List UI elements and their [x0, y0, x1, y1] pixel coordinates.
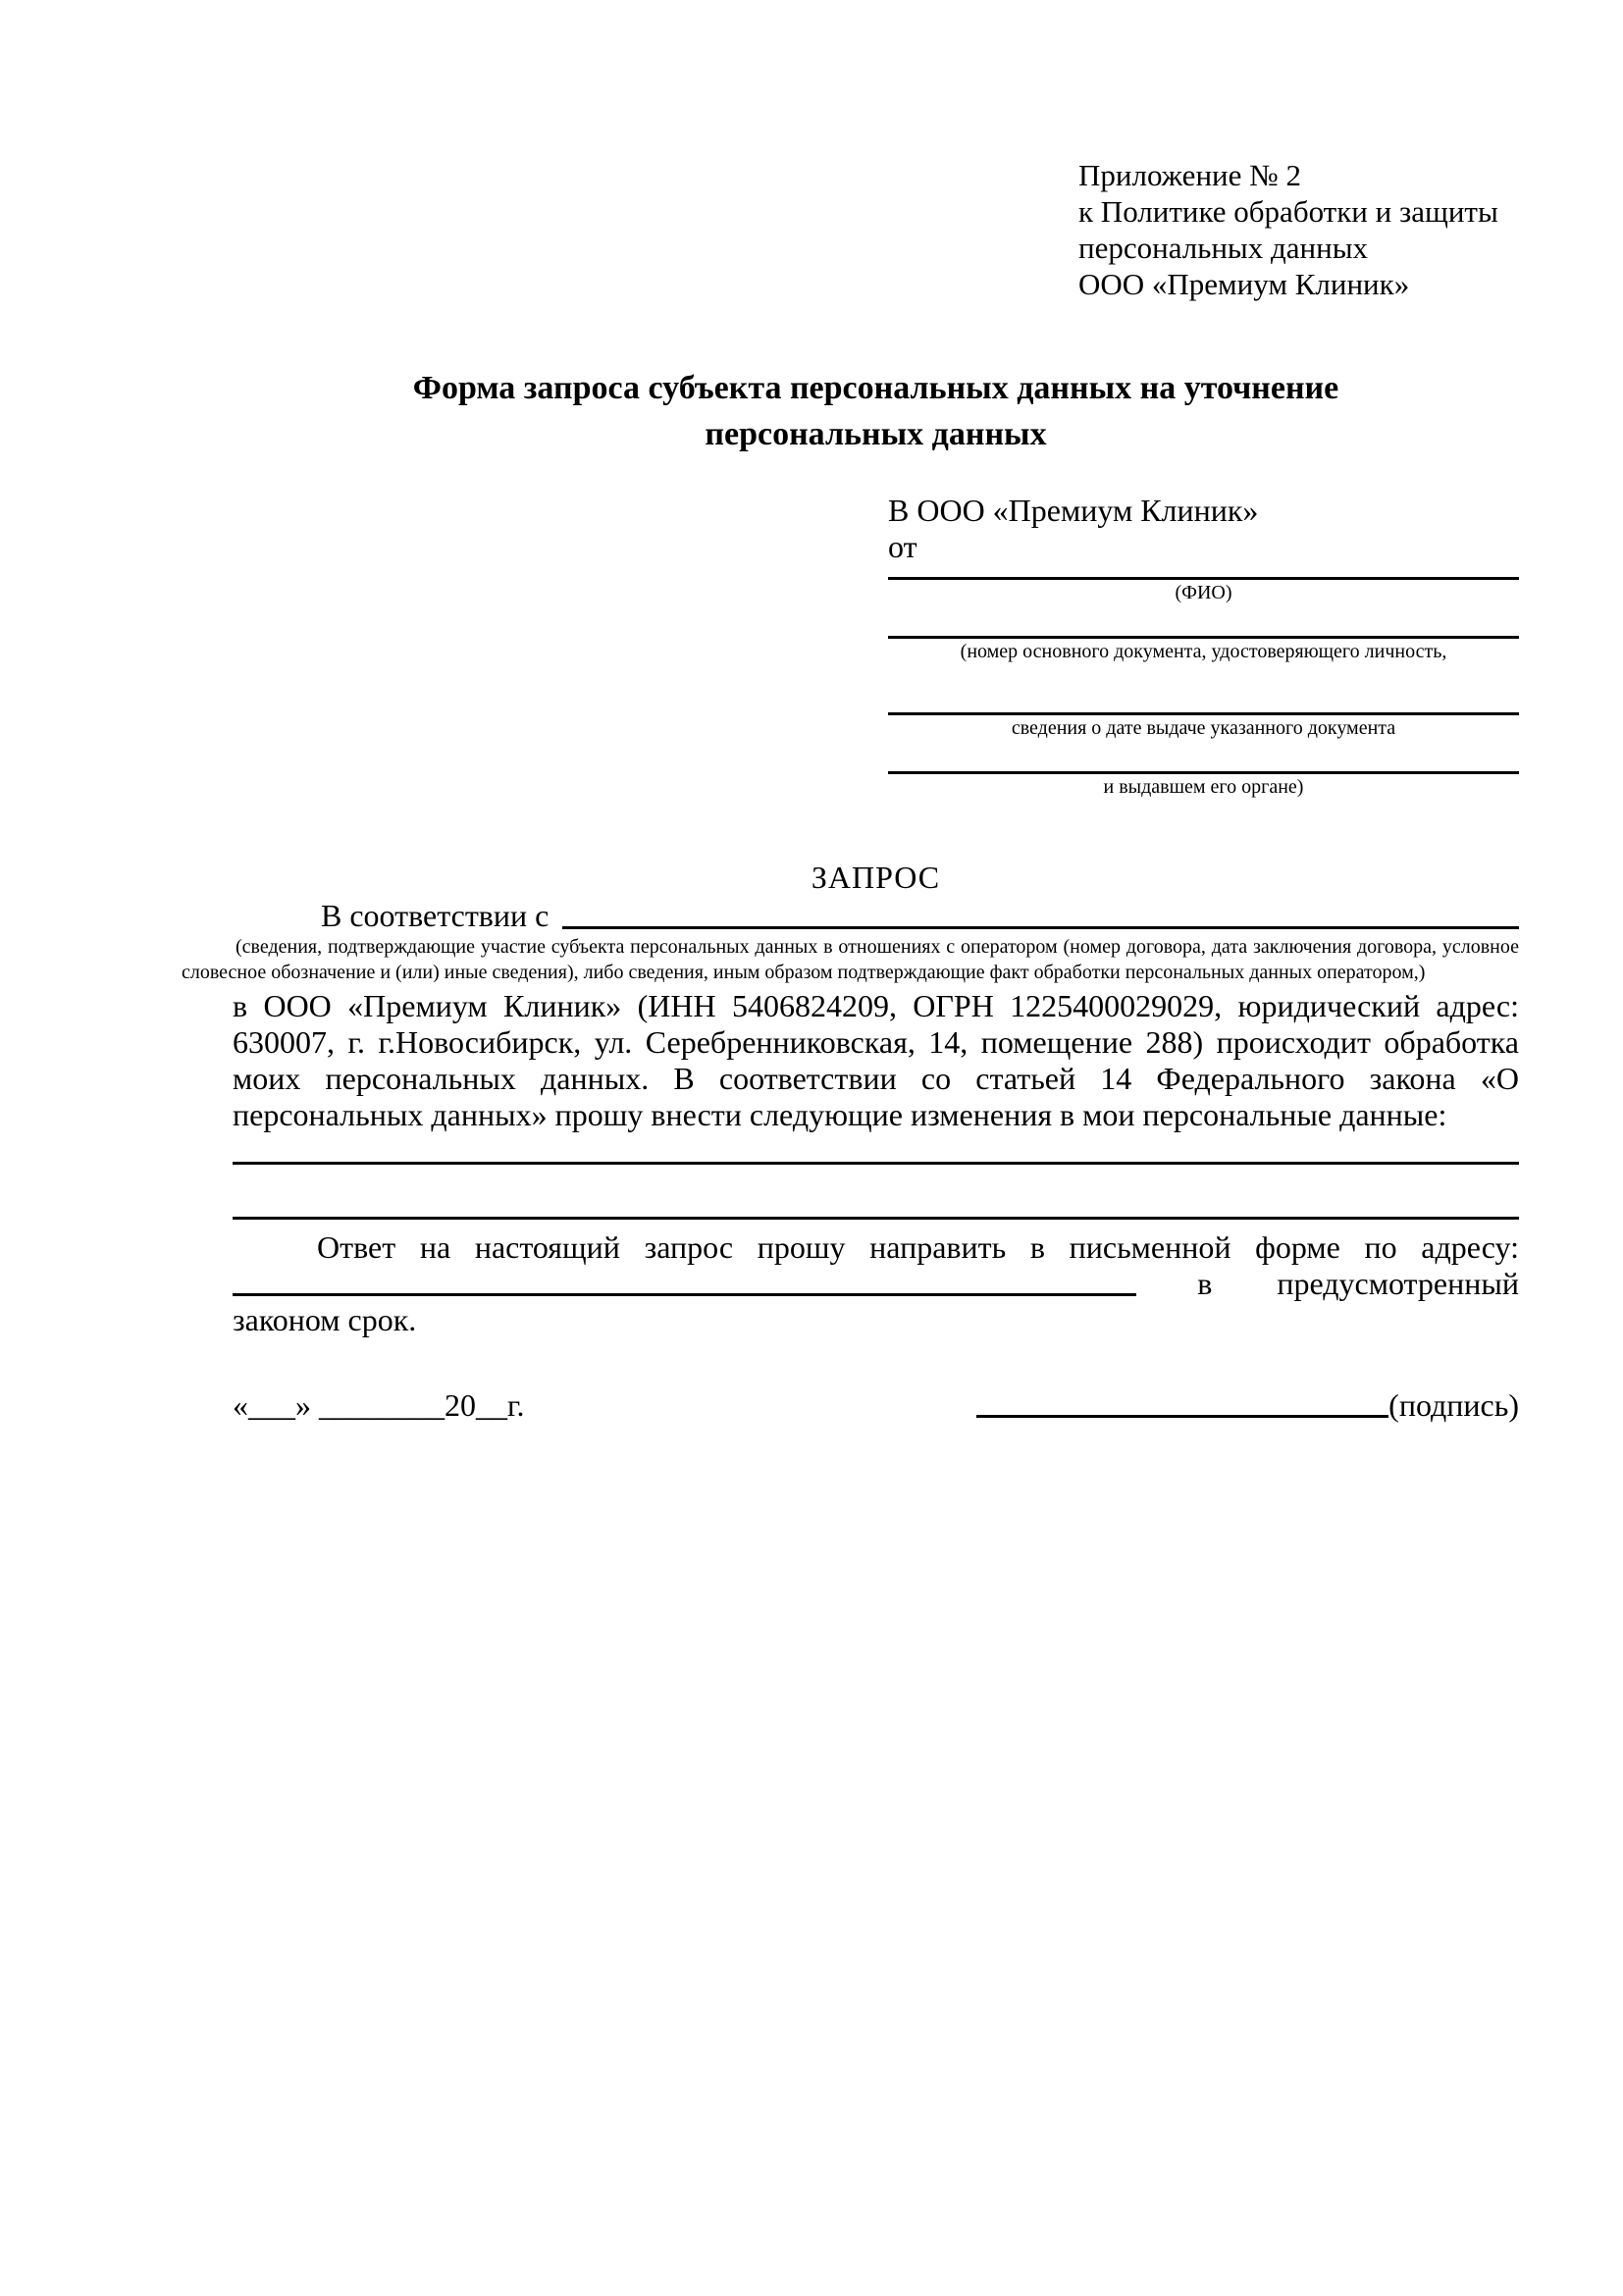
fio-caption: (ФИО)	[1175, 582, 1232, 603]
basis-fill-line	[562, 926, 1519, 929]
appendix-line-3: персональных данных	[1078, 231, 1369, 265]
reply-line-1: Ответ на настоящий запрос прошу направить в письменной форме по адресу:	[317, 1229, 1519, 1265]
changes-fill-line-1	[233, 1133, 1519, 1165]
signature-fill-line	[976, 1415, 1388, 1418]
issuing-authority-caption: и выдавшем его органе)	[1103, 776, 1304, 798]
appendix-line-1: Приложение № 2	[1078, 158, 1301, 192]
appendix-block	[1078, 157, 1519, 302]
request-note: (сведения, подтверждающие участие субъекта персональных данных в отношениях с оператором (номер договора, дата заключения договора, условное словесное обозначение и (или) иные сведения), либо сведения, иным образом подтверждающие факт обработки персональных данных оператором,)	[182, 936, 1519, 983]
addressee-to: В ООО «Премиум Клиник»	[888, 493, 1259, 528]
footer-row	[233, 1387, 1519, 1424]
date-field: «___» ________20__г.	[233, 1387, 525, 1423]
document-title	[233, 365, 1519, 457]
changes-fill-line-2	[233, 1165, 1519, 1220]
reply-tail-text: в предусмотренный	[1197, 1266, 1519, 1301]
request-body: в ООО «Премиум Клиник» (ИНН 5406824209, ОГРН 1225400029029, юридический адрес: 630007, г. г.Новосибирск, ул. Серебренниковская, 14, помещение 288) происходит обработка моих персональных данных. В соответствии со статьей 14 Федерального закона «О персональных данных» прошу внести следующие изменения в мои персональные данные:	[233, 988, 1519, 1132]
addressee-from: от	[888, 529, 917, 564]
reply-address-fill-line	[233, 1293, 1136, 1296]
document-title-line-1: Форма запроса субъекта персональных данных на уточнение	[412, 370, 1339, 406]
appendix-line-4: ООО «Премиум Клиник»	[1078, 267, 1410, 301]
document-title-line-2: персональных данных	[705, 416, 1047, 452]
reply-row-2	[233, 1266, 1519, 1302]
issue-date-caption: сведения о дате выдаче указанного документа	[1011, 717, 1396, 739]
signature-group	[976, 1387, 1519, 1424]
request-heading: ЗАПРОС	[811, 860, 941, 895]
addressee-block	[888, 493, 1519, 801]
request-lead-text: В соответствии с	[321, 898, 550, 933]
reply-line-3: законом срок.	[233, 1302, 417, 1337]
document-number-caption: (номер основного документа, удостоверяющего личность,	[960, 641, 1447, 662]
signature-caption: (подпись)	[1388, 1387, 1519, 1423]
appendix-line-2: к Политике обработки и защиты	[1078, 194, 1498, 229]
request-lead-row	[233, 898, 1519, 934]
fio-fill-line	[888, 565, 1519, 580]
